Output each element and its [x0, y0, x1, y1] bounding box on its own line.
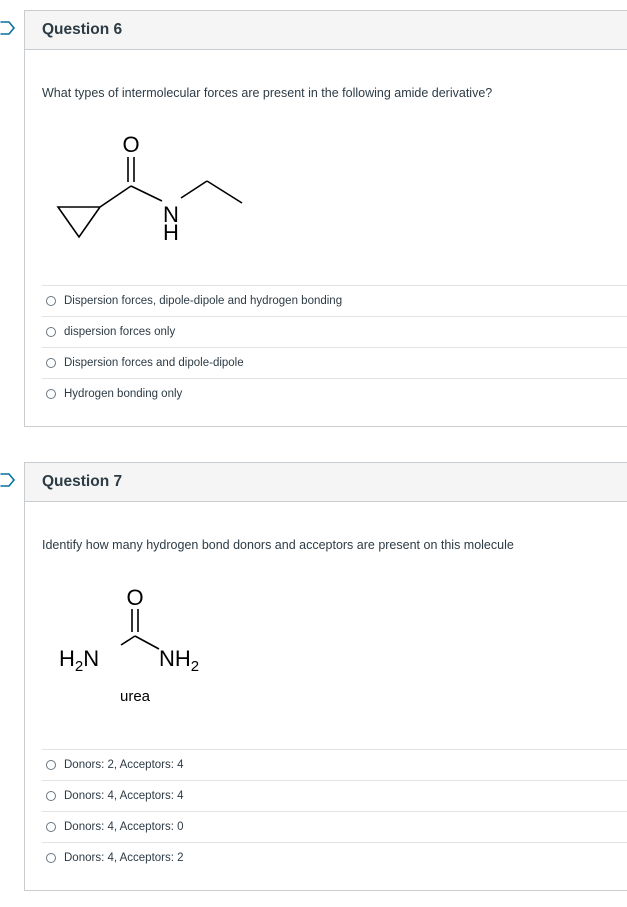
answer-label: Donors: 4, Acceptors: 2: [64, 852, 184, 864]
answer-option[interactable]: [42, 780, 627, 811]
atom-n-label: N: [163, 202, 179, 227]
question-text: Identify how many hydrogen bond donors and acceptors are present on this molecule: [42, 538, 514, 552]
bookmark-flag-icon[interactable]: [0, 21, 15, 35]
radio-button[interactable]: [46, 760, 56, 770]
question-6-panel: [24, 10, 627, 427]
radio-button[interactable]: [46, 358, 56, 368]
answer-label: Dispersion forces and dipole-dipole: [64, 357, 244, 369]
answer-label: Hydrogen bonding only: [64, 388, 183, 400]
radio-button[interactable]: [46, 327, 56, 337]
bookmark-flag-icon[interactable]: [0, 473, 15, 487]
answer-label: Donors: 4, Acceptors: 0: [64, 821, 184, 833]
answer-option[interactable]: [42, 811, 627, 842]
radio-button[interactable]: [46, 389, 56, 399]
answer-option[interactable]: [42, 285, 627, 316]
answer-list: [42, 285, 627, 409]
question-title: Question 7: [25, 463, 627, 502]
atom-h-label: H: [163, 220, 179, 241]
answer-option[interactable]: [42, 378, 627, 409]
answer-label: Donors: 4, Acceptors: 4: [64, 790, 184, 802]
answer-list: [42, 749, 627, 873]
answer-label: dispersion forces only: [64, 326, 176, 338]
radio-button[interactable]: [46, 853, 56, 863]
atom-o-label: O: [122, 132, 140, 157]
answer-option[interactable]: [42, 842, 627, 873]
answer-option[interactable]: [42, 347, 627, 378]
answer-label: Dispersion forces, dipole-dipole and hydrogen bonding: [64, 295, 343, 307]
amine-left-label: $H_2N$: [59, 646, 100, 675]
molecule-name-caption: urea: [119, 688, 151, 705]
radio-button[interactable]: [46, 296, 56, 306]
answer-label: Donors: 2, Acceptors: 4: [64, 759, 184, 771]
amine-right-label: $NH_2$: [159, 646, 200, 675]
urea-structure-diagram: [53, 579, 223, 709]
amide-structure-diagram: [55, 129, 255, 241]
radio-button[interactable]: [46, 822, 56, 832]
answer-option[interactable]: [42, 316, 627, 347]
answer-option[interactable]: [42, 749, 627, 780]
radio-button[interactable]: [46, 791, 56, 801]
question-text: What types of intermolecular forces are present in the following amide derivative?: [42, 86, 493, 100]
atom-o-label: O: [126, 585, 144, 610]
question-title: Question 6: [25, 11, 627, 50]
question-7-panel: [24, 462, 627, 891]
